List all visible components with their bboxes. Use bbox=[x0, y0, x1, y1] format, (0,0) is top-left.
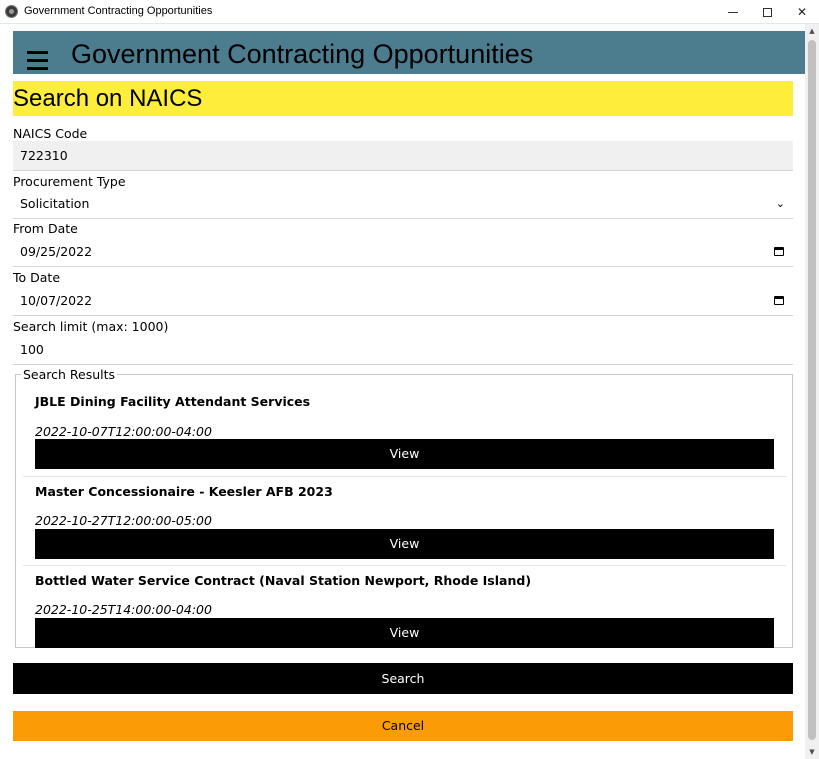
app-title: Government Contracting Opportunities bbox=[71, 39, 534, 69]
naics-code-value: 722310 bbox=[20, 148, 68, 163]
result-divider bbox=[23, 565, 786, 566]
app-header bbox=[13, 31, 805, 74]
result-divider bbox=[23, 476, 786, 477]
view-button[interactable]: View bbox=[35, 439, 774, 469]
result-title: JBLE Dining Facility Attendant Services bbox=[35, 394, 311, 409]
window-titlebar bbox=[0, 0, 819, 24]
app-icon bbox=[5, 5, 18, 18]
calendar-icon[interactable] bbox=[774, 296, 784, 305]
search-results-legend: Search Results bbox=[23, 367, 116, 382]
hamburger-menu-icon[interactable] bbox=[27, 51, 48, 70]
section-title: Search on NAICS bbox=[13, 81, 793, 116]
procurement-type-label: Procurement Type bbox=[13, 174, 126, 189]
window-title: Government Contracting Opportunities bbox=[24, 5, 213, 17]
chevron-down-icon: ⌄ bbox=[775, 197, 785, 210]
naics-code-input[interactable] bbox=[13, 141, 793, 171]
view-button[interactable]: View bbox=[35, 618, 774, 648]
maximize-icon bbox=[763, 8, 772, 17]
result-date: 2022-10-27T12:00:00-05:00 bbox=[35, 513, 212, 528]
procurement-type-value: Solicitation bbox=[20, 196, 90, 211]
result-date: 2022-10-07T12:00:00-04:00 bbox=[35, 424, 212, 439]
maximize-button[interactable] bbox=[750, 0, 784, 24]
procurement-type-select[interactable] bbox=[13, 189, 793, 219]
scroll-down-arrow-icon[interactable]: ▼ bbox=[809, 748, 815, 756]
result-title: Bottled Water Service Contract (Naval Station Newport, Rhode Island) bbox=[35, 573, 532, 588]
from-date-value: 09/25/2022 bbox=[20, 244, 93, 259]
search-button[interactable]: Search bbox=[13, 663, 793, 694]
minimize-button[interactable] bbox=[716, 0, 750, 24]
result-title: Master Concessionaire - Keesler AFB 2023 bbox=[35, 484, 333, 499]
search-limit-input[interactable] bbox=[13, 335, 793, 365]
from-date-label: From Date bbox=[13, 221, 78, 236]
cancel-button[interactable]: Cancel bbox=[13, 711, 793, 741]
result-date: 2022-10-25T14:00:00-04:00 bbox=[35, 602, 212, 617]
view-button[interactable]: View bbox=[35, 529, 774, 559]
naics-code-label: NAICS Code bbox=[13, 126, 88, 141]
to-date-value: 10/07/2022 bbox=[20, 293, 93, 308]
minimize-icon bbox=[728, 12, 738, 13]
from-date-input[interactable] bbox=[13, 237, 793, 267]
close-button[interactable]: ✕ bbox=[796, 5, 808, 19]
to-date-input[interactable] bbox=[13, 286, 793, 316]
calendar-icon[interactable] bbox=[774, 247, 784, 256]
search-limit-label: Search limit (max: 1000) bbox=[13, 319, 169, 334]
vertical-scrollbar[interactable] bbox=[805, 24, 819, 759]
search-limit-value: 100 bbox=[20, 342, 44, 357]
to-date-label: To Date bbox=[13, 270, 61, 285]
scroll-thumb[interactable] bbox=[808, 40, 816, 740]
scroll-up-arrow-icon[interactable]: ▲ bbox=[809, 27, 815, 35]
